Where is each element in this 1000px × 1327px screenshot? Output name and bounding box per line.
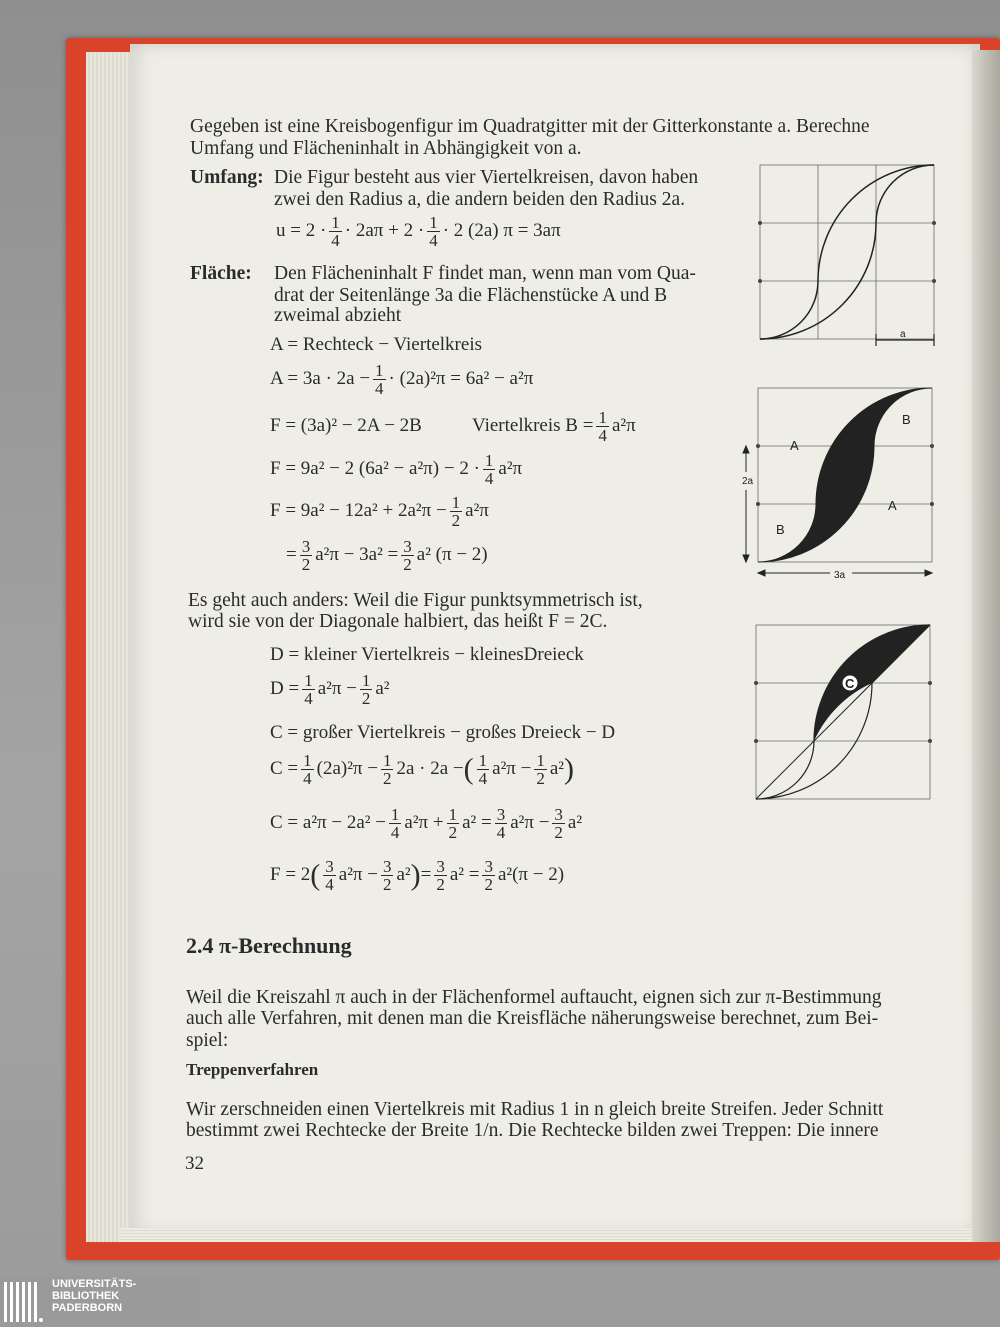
eq-f4: = $\frac{3}{2}$ a²π − 3a² = $\frac{3}{2}$ a² (π − 2) (286, 537, 488, 574)
figure-2-label-a-top: A (790, 438, 799, 453)
umfang-line-2: zwei den Radius a, die andern beiden den Radius 2a. (274, 189, 685, 210)
intro-line-2: Umfang und Flächeninhalt in Abhängigkeit von a. (190, 138, 582, 159)
umfang-line-1: Die Figur besteht aus vier Viertelkreisen, davon haben (274, 167, 699, 188)
eq-a1: A = Rechteck − Viertelkreis (270, 334, 482, 355)
figure-3-half (748, 620, 938, 808)
page-bottom-edges (120, 1228, 980, 1242)
figure-2-label-a-bottom: A (888, 498, 897, 513)
figure-2-label-b-top: B (902, 412, 911, 427)
section-p3: spiel: (186, 1030, 229, 1051)
flaeche-label: Fläche: (190, 263, 252, 284)
alt-line-2: wird sie von der Diagonale halbiert, das heißt F = 2C. (188, 611, 608, 632)
eq2-d1: D = kleiner Viertelkreis − kleinesDreieck (270, 644, 584, 665)
section-p2: auch alle Verfahren, mit denen man die Kreisfläche näherungsweise berechnet, zum Bei- (186, 1008, 879, 1029)
eq-f1: F = (3a)² − 2A − 2B (270, 415, 422, 436)
figure-2-dim-3a: 3a (834, 570, 846, 581)
umfang-label: Umfang: (190, 167, 264, 188)
figure-2-label-b-bottom: B (776, 522, 785, 537)
eq-f3: F = 9a² − 12a² + 2a²π − $\frac{1}{2}$ a²π (270, 493, 489, 530)
figure-2-dim-2a: 2a (742, 476, 754, 487)
eq2-c2: C = $\frac{1}{4}$ (2a)²π − $\frac{1}{2}$ 2a · 2a −( $\frac{1}{4}$ a²π − $\frac{1}{2}$ a²) (270, 751, 574, 788)
eq2-d2: D = $\frac{1}{4}$ a²π − $\frac{1}{2}$ a² (270, 671, 390, 708)
flaeche-line-3: zweimal abzieht (274, 305, 402, 326)
figure-3-label-c: C (845, 676, 855, 691)
library-name: UNIVERSITÄTS- BIBLIOTHEK PADERBORN (52, 1278, 137, 1314)
figure-3-label-d: D (886, 644, 896, 659)
treppen-heading: Treppenverfahren (186, 1060, 319, 1079)
section-heading: 2.4 π-Berechnung (186, 933, 352, 958)
figure-1-label-a: a (900, 329, 906, 340)
eq-a2: A = 3a · 2a − $\frac{1}{4}$ · (2a)²π = 6a² − a²π (270, 361, 534, 398)
eq2-f: F = 2( $\frac{3}{4}$ a²π − $\frac{3}{2}$ a²)= $\frac{3}{2}$ a² = $\frac{3}{2}$ a²(π − 2) (270, 857, 565, 894)
eq2-c3: C = a²π − 2a² − $\frac{1}{4}$ a²π + $\frac{1}{2}$ a² = $\frac{3}{4}$ a²π − $\frac{3}{2}$ a² (270, 805, 583, 842)
section-p1: Weil die Kreiszahl π auch in der Flächenformel auftaucht, eignen sich zur π-Bestimmung (186, 987, 882, 1008)
flaeche-line-2: drat der Seitenlänge 3a die Flächenstücke A und B (274, 285, 668, 306)
umfang-formula: u = 2 · $\frac{1}{4}$ · 2aπ + 2 · $\frac{1}{4}$ · 2 (2a) π = 3aπ (276, 213, 561, 250)
treppen-line-2: bestimmt zwei Rechtecke der Breite 1/n. Die Rechtecke bilden zwei Treppen: Die innere (186, 1120, 879, 1141)
treppen-line-1: Wir zerschneiden einen Viertelkreis mit Radius 1 in n gleich breite Streifen. Jeder Schnitt (186, 1099, 884, 1120)
intro-line-1: Gegeben ist eine Kreisbogenfigur im Quadratgitter mit der Gitterkonstante a. Berechne (190, 116, 870, 137)
page-right-edge (972, 50, 1000, 1242)
eq-f2: F = 9a² − 2 (6a² − a²π) − 2 · $\frac{1}{4}$ a²π (270, 451, 523, 488)
figure-1-outline (752, 160, 942, 348)
figure-2-filled (740, 382, 940, 582)
page-number: 32 (185, 1153, 204, 1174)
eq2-c1: C = großer Viertelkreis − großes Dreieck − D (270, 722, 616, 743)
flaeche-line-1: Den Flächeninhalt F findet man, wenn man vom Qua- (274, 263, 696, 284)
alt-line-1: Es geht auch anders: Weil die Figur punktsymmetrisch ist, (188, 590, 643, 611)
eq-viertelkreis-b: Viertelkreis B = $\frac{1}{4}$ a²π (472, 408, 636, 445)
